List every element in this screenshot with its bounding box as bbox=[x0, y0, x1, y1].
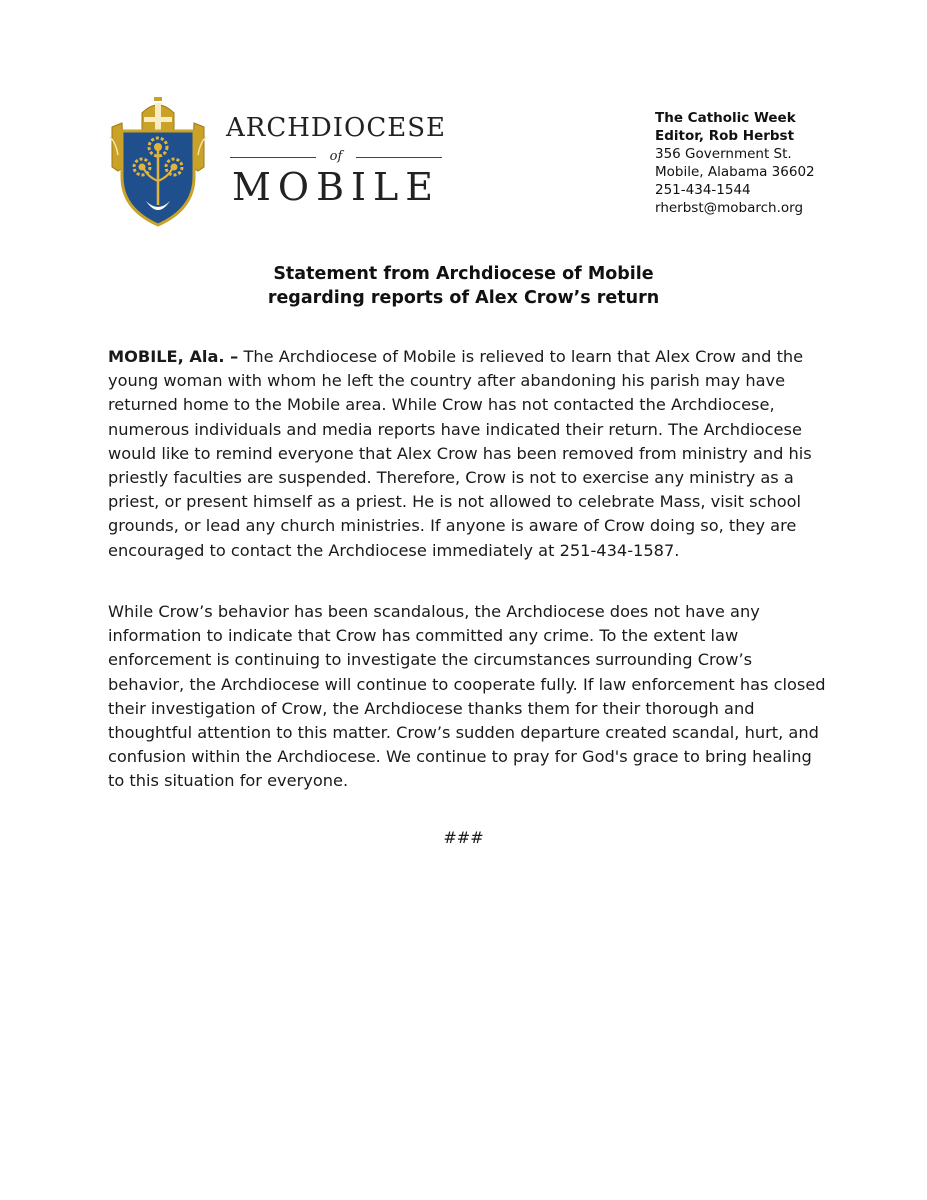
publication-name: The Catholic Week bbox=[655, 110, 796, 126]
title-line-1: Statement from Archdiocese of Mobile bbox=[273, 264, 654, 284]
paragraph-1 bbox=[108, 345, 828, 563]
coat-of-arms-icon bbox=[108, 97, 208, 229]
email-address: rherbst@mobarch.org bbox=[655, 200, 804, 216]
contact-block bbox=[655, 109, 815, 217]
wordmark-archdiocese: ARCHDIOCESE bbox=[226, 113, 447, 143]
wordmark-divider bbox=[226, 145, 446, 169]
editor-name: Editor, Rob Herbst bbox=[655, 128, 795, 144]
paragraph-1-text: The Archdiocese of Mobile is relieved to learn that Alex Crow and the young woman with whom he left the country after abandoning his parish may have returned home to the Mobile area. While Crow has not contacted the Archdiocese, numerous individuals and media reports have indicated their return. The Archdiocese would like to remind everyone that Alex Crow has been removed from ministry and his priestly faculties are suspended. Therefore, Crow is not to exercise any ministry as a priest, or present himself as a priest. He is not allowed to celebrate Mass, visit school grounds, or lead any church ministries. If anyone is aware of Crow doing so, they are encouraged to contact the Archdiocese immediately at 251-434-1587. bbox=[108, 347, 812, 560]
divider-rule-left bbox=[230, 157, 316, 158]
archdiocese-logo bbox=[108, 97, 448, 229]
street-address: 356 Government St. bbox=[655, 146, 792, 162]
dateline: MOBILE, Ala. – bbox=[108, 347, 239, 366]
end-mark: ### bbox=[443, 828, 484, 847]
paragraph-2: While Crow’s behavior has been scandalous, the Archdiocese does not have any information to indicate that Crow has committed any crime. To the extent law enforcement is continuing to investigate the circumstances surrounding Crow’s behavior, the Archdiocese will continue to cooperate fully. If law enforcement has closed their investigation of Crow, the Archdiocese thanks them for their thorough and thoughtful attention to this matter. Crow’s sudden departure created scandal, hurt, and confusion within the Archdiocese. We continue to pray for God's grace to bring healing to this situation for everyone. bbox=[108, 602, 826, 791]
wordmark bbox=[226, 113, 446, 207]
divider-rule-right bbox=[356, 157, 442, 158]
title-line-2: regarding reports of Alex Crow’s return bbox=[267, 288, 660, 308]
city-state-zip: Mobile, Alabama 36602 bbox=[655, 164, 815, 180]
wordmark-mobile: MOBILE bbox=[232, 165, 440, 209]
phone-number: 251-434-1544 bbox=[655, 182, 751, 198]
statement-title bbox=[108, 262, 819, 310]
wordmark-of: of bbox=[329, 149, 343, 164]
